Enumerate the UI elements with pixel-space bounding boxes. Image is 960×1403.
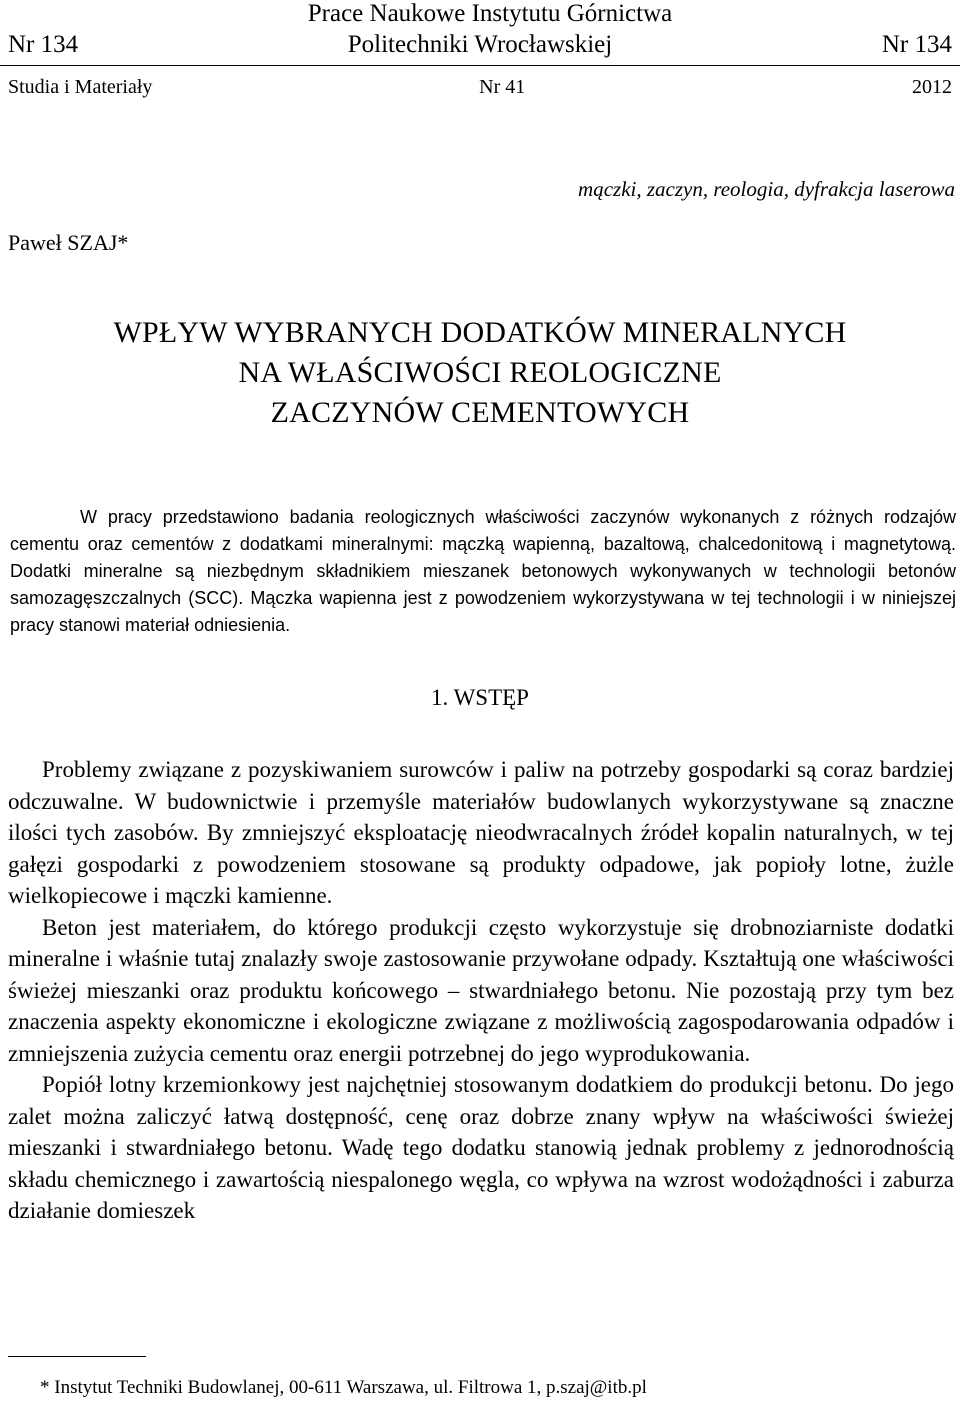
institute-name-line2: Politechniki Wrocławskiej [347, 31, 613, 58]
page-header [8, 0, 952, 62]
series-number: Nr 41 [479, 76, 526, 98]
author: Paweł SZAJ* [8, 230, 129, 255]
issue-number-right: Nr 134 [881, 31, 952, 58]
body-text [8, 754, 954, 1227]
title-line-3: ZACZYNÓW CEMENTOWYCH [270, 396, 690, 429]
body-paragraph-3: Popiół lotny krzemionkowy jest najchętniej stosowanym dodatkiem do produkcji betonu. Do jego zalet można zaliczyć łatwą dostępność, cenę oraz dobrze znany wpływ na właściwości świeżej mieszanki i stwardniałego betonu. Wadę tego dodatku stanowią jednak problemy z jednorodnością składu chemicznego i zawartością niespalonego węgla, co wpływa na wzrost wodożądności i zaburza działanie domieszek [8, 1072, 954, 1223]
header-rule [0, 65, 960, 66]
abstract-text: W pracy przedstawiono badania reologicznych właściwości zaczynów wykonanych z różnych rodzajów cementu oraz cementów z dodatkami mineralnymi: mączką wapienną, bazaltową, chalcedonitową i magnetytową. Dodatki mineralne są niezbędnym składnikiem mieszanek betonowych wykonywanych w technologii betonów samozagęszczalnych (SCC). Mączka wapienna jest z powodzeniem wykorzystywana w tej technologii i w niniejszej pracy stanowi materiał odniesienia. [10, 507, 956, 635]
series-line [8, 75, 952, 99]
series-name: Studia i Materiały [8, 76, 153, 98]
abstract [10, 504, 956, 639]
keywords: mączki, zaczyn, reologia, dyfrakcja laserowa [578, 177, 955, 201]
body-paragraph-1: Problemy związane z pozyskiwaniem surowców i paliw na potrzeby gospodarki są coraz bardziej odczuwalne. W budownictwie i przemyśle materiałów budowlanych wykorzystywane są znaczne ilości tych zasobów. By zmniejszyć eksploatację nieodwracalnych źródeł kopalin naturalnych, w tej gałęzi gospodarki z powodzeniem stosowane są produkty odpadowe, jak popioły lotne, żużle wielkopiecowe i mączki kamienne. [8, 757, 954, 908]
title-line-1: WPŁYW WYBRANYCH DODATKÓW MINERALNYCH [113, 316, 847, 349]
section-heading: 1. WSTĘP [431, 685, 529, 710]
title-line-2: NA WŁAŚCIWOŚCI REOLOGICZNE [238, 356, 722, 389]
header-row [8, 28, 952, 62]
institute-name-line1: Prace Naukowe Instytutu Górnictwa [307, 0, 673, 27]
publication-year: 2012 [912, 76, 952, 98]
paper-title [0, 313, 960, 433]
issue-number-left: Nr 134 [8, 31, 79, 58]
body-paragraph-2: Beton jest materiałem, do którego produkcji często wykorzystuje się drobnoziarniste dodatki mineralne i właśnie tutaj znalazły swoje zastosowanie przywołane odpady. Kształtują one właściwości świeżej mieszanki oraz produktu końcowego – stwardniałego betonu. Nie pozostają przy tym bez znaczenia aspekty ekonomiczne i ekologiczne związane z możliwością zagospodarowania odpadów i zmniejszenia zużycia cementu oraz energii potrzebnej do jego wyprodukowania. [8, 914, 954, 1066]
footnote-rule [8, 1356, 146, 1357]
footnote: * Instytut Techniki Budowlanej, 00-611 Warszawa, ul. Filtrowa 1, p.szaj@itb.pl [40, 1377, 647, 1398]
